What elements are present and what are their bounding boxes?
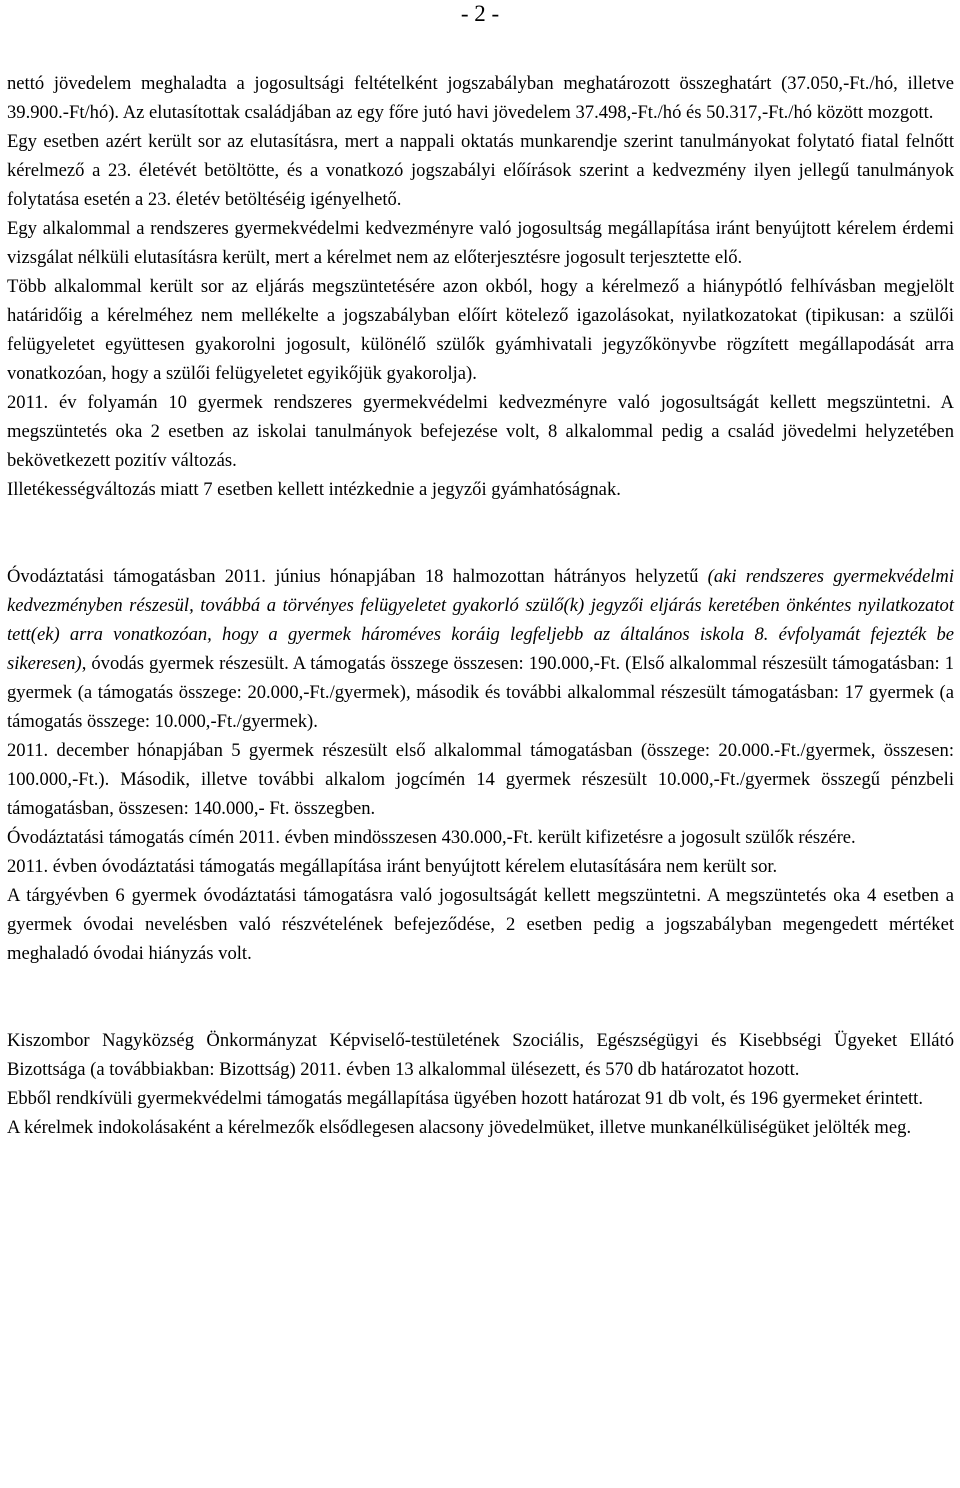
- paragraph: nettó jövedelem meghaladta a jogosultsági feltételként jogszabályban meghatározott összeghatárt (37.050,-Ft./hó, illetve 39.900.-Ft/hó). Az elutasítottak családjában az egy főre jutó havi jövedelem 37.498,-Ft./hó és 50.317,-Ft./hó között mozgott.: [7, 73, 954, 123]
- paragraph: Óvodáztatási támogatás címén 2011. évben mindösszesen 430.000,-Ft. került kifizetésre a jogosult szülők részére.: [7, 827, 856, 848]
- paragraph: A kérelmek indokolásaként a kérelmezők elsődlegesen alacsony jövedelmüket, illetve munkanélküliségüket jelölték meg.: [7, 1117, 912, 1138]
- paragraph: 2011. december hónapjában 5 gyermek részesült első alkalommal támogatásban (összege: 20.000.-Ft./gyermek, összesen: 100.000,-Ft.). Második, illetve további alkalom jogcímén 14 gyermek részesült 10.000,-Ft./gyermek összegű pénzbeli támogatásban, összesen: 140.000,- Ft. összegben.: [7, 740, 954, 819]
- paragraph: A tárgyévben 6 gyermek óvodáztatási támogatásra való jogosultságát kellett megszüntetni. A megszüntetés oka 4 esetben a gyermek óvodai nevelésben való részvételének befejeződése, 2 esetben pedig a jogszabályban megengedett mértéket meghaladó óvodai hiányzás volt.: [7, 885, 954, 964]
- paragraph: Ebből rendkívüli gyermekvédelmi támogatás megállapítása ügyében hozott határozat 91 db volt, és 196 gyermeket érintett.: [7, 1088, 923, 1109]
- section-spacer: [7, 968, 954, 1026]
- paragraph-kindergarten-intro: [7, 562, 954, 736]
- intro-rest: , óvodás gyermek részesült. A támogatás összege összesen: 190.000,-Ft. (Első alkalommal részesült támogatásban: 1 gyermek (a támogatás összege: 20.000,-Ft./gyermek), második és további alkalommal részesült támogatásban: 17 gyermek (a támogatás összege: 10.000,-Ft./gyermek).: [7, 653, 954, 732]
- intro-italic-note: (aki rendszeres gyermekvédelmi kedvezményben részesül, továbbá a törvényes felügyeletet gyakorló szülő(k) jegyzői eljárás keretében önkéntes nyilatkozatot tett(ek) arra vonatkozóan, hogy a gyermek hároméves koráig legfeljebb az általános iskola 8. évfolyamát fejezték be sikeresen): [7, 566, 954, 674]
- paragraph: Több alkalommal került sor az eljárás megszüntetésére azon okból, hogy a kérelmező a hiánypótló felhívásban megjelölt határidőig a kérelméhez nem mellékelte a jogszabályban előírt kötelező igazolásokat, nyilatkozatokat (tipikusan: a szülői felügyeletet együttesen gyakorolni jogosult, különélő szülők gyámhivatali jegyzőkönyvbe rögzített megállapodását arra vonatkozóan, hogy a szülői felügyeletet egyikőjük gyakorolja).: [7, 276, 954, 384]
- paragraph: 2011. évben óvodáztatási támogatás megállapítása iránt benyújtott kérelem elutasítására nem került sor.: [7, 856, 778, 877]
- paragraph: Illetékességváltozás miatt 7 esetben kellett intézkednie a jegyzői gyámhatóságnak.: [7, 479, 621, 500]
- intro-lead: Óvodáztatási támogatásban 2011. június hónapjában 18 halmozottan hátrányos helyzetű: [7, 566, 708, 587]
- document-body: [7, 69, 954, 1142]
- paragraph: 2011. év folyamán 10 gyermek rendszeres gyermekvédelmi kedvezményre való jogosultságát kellett megszüntetni. A megszüntetés oka 2 esetben az iskolai tanulmányok befejezése volt, 8 alkalommal pedig a család jövedelmi helyzetében bekövetkezett pozitív változás.: [7, 392, 954, 471]
- paragraph: Egy esetben azért került sor az elutasításra, mert a nappali oktatás munkarendje szerint tanulmányokat folytató fiatal felnőtt kérelmező a 23. életévét betöltötte, és a vonatkozó jogszabályi előírások szerint a kedvezmény ilyen jellegű tanulmányok folytatása esetén a 23. életév betöltéséig igényelhető.: [7, 131, 954, 210]
- paragraph: Egy alkalommal a rendszeres gyermekvédelmi kedvezményre való jogosultság megállapítása iránt benyújtott kérelem érdemi vizsgálat nélküli elutasításra került, mert a kérelmet nem az előterjesztésre jogosult terjesztette elő.: [7, 218, 954, 268]
- section-spacer: [7, 504, 954, 562]
- page-number: - 2 -: [460, 1, 500, 26]
- paragraph: Kiszombor Nagyközség Önkormányzat Képviselő-testületének Szociális, Egészségügyi és Kisebbségi Ügyeket Ellátó Bizottsága (a továbbiakban: Bizottság) 2011. évben 13 alkalommal ülésezett, és 570 db határozatot hozott.: [7, 1030, 954, 1080]
